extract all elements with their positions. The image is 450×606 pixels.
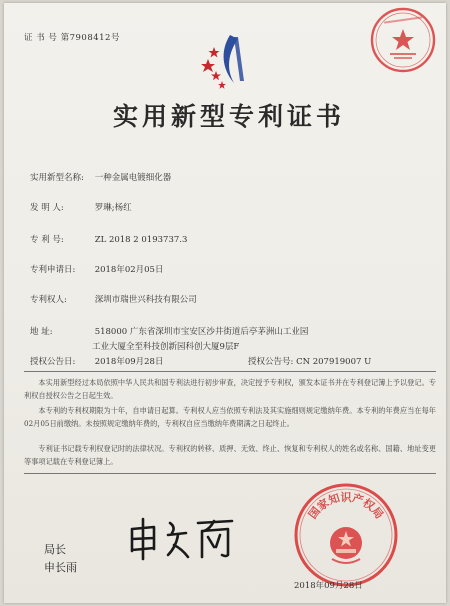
divider-line: [24, 371, 436, 372]
grant-date-row: [30, 355, 163, 367]
patent-number-row: [30, 233, 187, 245]
patentee-row: [30, 293, 197, 305]
inventor-row: [30, 201, 132, 213]
address-line2: 工业大厦全至科技创新园科创大厦9层F: [92, 342, 240, 352]
filing-date-label: 专利申请日:: [30, 265, 76, 275]
body-paragraph-3: 专利证书记载专利权登记时的法律状况。专利权的转移、质押、无效、终止、恢复和专利权人的姓名或名称、国籍、地址变更等事项记载在专利登记簿上。: [24, 444, 436, 466]
grant-number-label: 授权公告号:: [248, 357, 294, 367]
certificate-sheet: [4, 3, 446, 603]
inventor-value: 罗琳;杨红: [94, 203, 132, 213]
patent-number-value: ZL 2018 2 0193737.3: [94, 235, 188, 245]
filing-date-row: [30, 263, 163, 275]
body-paragraph-1: 本实用新型经过本局依照中华人民共和国专利法进行初步审查，决定授予专利权，颁发本证书并在专利登记簿上予以登记。专利权自授权公告之日起生效。: [24, 378, 436, 400]
address-row: [30, 325, 308, 337]
top-seal-stamp-icon: [368, 5, 438, 75]
grant-date-value: 2018年09月28日: [94, 357, 164, 367]
inventor-label: 发 明 人:: [30, 203, 64, 213]
seal-date: 2018年09月28日: [294, 581, 363, 591]
patentee-value: 深圳市瑞世兴科技有限公司: [94, 295, 197, 305]
utility-model-name-row: [30, 171, 171, 183]
utility-model-name-label: 实用新型名称:: [30, 173, 84, 183]
handwritten-signature-icon: [124, 513, 244, 563]
certificate-title: 实用新型专利证书: [112, 102, 345, 131]
signature-name: 申长雨: [44, 561, 77, 574]
signature-role: 局长: [44, 543, 66, 556]
patent-number-label: 专 利 号:: [30, 235, 64, 245]
body-paragraph-2: 本专利的专利权期限为十年，自申请日起算。专利权人应当依照专利法及其实施细则规定缴纳年费。本专利的年费应当在每年02月05日前缴纳。未按照规定缴纳年费的，专利权自应当缴纳年费期满之日起终止。: [24, 406, 436, 428]
seal-text: 国家知识产权局: [306, 491, 386, 522]
certificate-number: 证 书 号 第7908412号: [24, 33, 120, 43]
filing-date-value: 2018年02月05日: [94, 265, 164, 275]
address-line1: 518000 广东省深圳市宝安区沙井街道后亭茅洲山工业园: [94, 327, 309, 337]
official-seal-stamp-icon: [292, 481, 400, 589]
utility-model-name-value: 一种金属电镀细化器: [94, 173, 172, 183]
divider-line-lower: [24, 473, 436, 474]
cnipa-logo-icon: [200, 31, 258, 91]
grant-number-row: [248, 355, 371, 367]
grant-date-label: 授权公告日:: [30, 357, 76, 367]
patentee-label: 专利权人:: [30, 295, 67, 305]
grant-number-value: CN 207919007 U: [296, 357, 372, 367]
address-label: 地 址:: [30, 327, 53, 337]
